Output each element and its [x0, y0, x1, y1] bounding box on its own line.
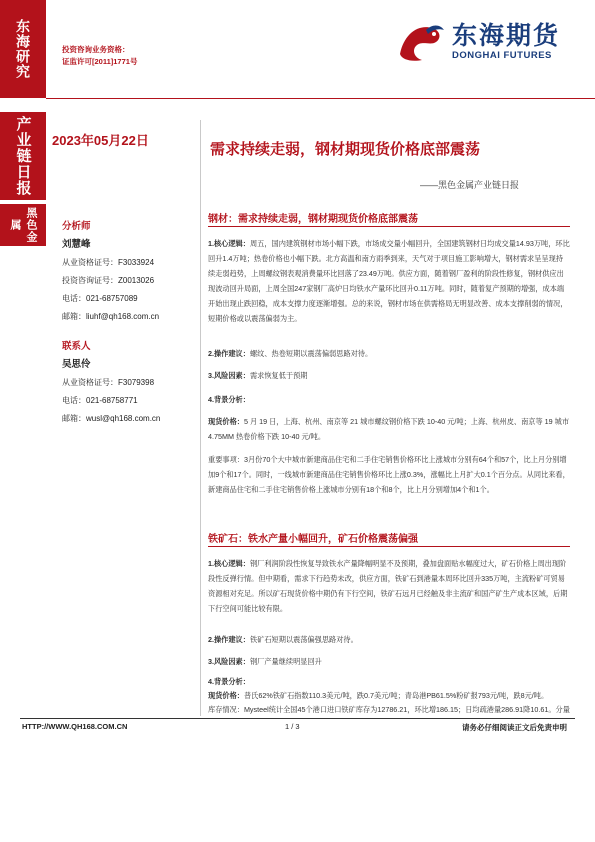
ore-section-heading: 铁矿石：铁水产量小幅回升，矿石价格震荡偏强 — [208, 534, 418, 545]
steel-news-label: 重要事项： — [208, 455, 244, 464]
header-divider — [46, 98, 595, 99]
analyst-invest-certificate: 投资咨询证号：Z0013026 — [62, 276, 155, 285]
ore-advice — [208, 632, 570, 647]
steel-background — [208, 392, 570, 407]
contact-email: 邮箱：wusl@qh168.com.cn — [62, 414, 161, 423]
steel-background-label: 4.背景分析： — [208, 395, 250, 404]
ore-spot — [208, 688, 570, 702]
steel-logic — [208, 236, 570, 326]
steel-logic-text: 周五，国内建筑钢材市场小幅下跌，市场成交量小幅回升，全国建筑钢材日均成交量14.93万吨，环比回升1.4万吨；热卷价格也小幅下跌。北方高温和南方雨季到来，天气对于项目施工影响增大，钢材需求呈呈现持续走弱趋势，上周螺纹钢表观消费量环比回落了23.49万吨。供应方面，随着钢厂盈利的阶段性修复，钢材供应出现波动回升局面，上周全国247家钢厂高炉日均铁水产量环比回升0.11万吨。同时，随着复产预期的增强，成本端开始出现止跌回稳，成本支撑力度逐渐增强。总的来说，钢材市场在供需格局无明显改善、成本支撑削弱的情况，短期价格或以震荡偏弱为主。 — [208, 239, 570, 323]
registration-line-1: 投资咨询业务资格： — [62, 45, 130, 54]
steel-risk-text: 需求恢复低于预期 — [249, 371, 308, 380]
steel-spot — [208, 414, 570, 444]
steel-advice — [208, 346, 570, 361]
steel-news-text: 3月份70个大中城市新建商品住宅和二手住宅销售价格环比上涨城市分别有64个和57个，比上月分别增加9个和17个。同时，一线城市新建商品住宅销售价格环比上涨0.3%，涨幅比上月扩大0.1个百分点。从同比来看，新建商品住宅和二手住宅销售价格上涨城市分别有18个和8个，比上月分别增加4个和1个。 — [208, 455, 570, 494]
sidebar-label-report-type: 产业链日报 — [0, 112, 46, 200]
contact-certificate: 从业资格证号：F3079398 — [62, 378, 155, 387]
analyst-certificate: 从业资格证号：F3033924 — [62, 258, 155, 267]
analyst-phone: 电话：021-68757089 — [62, 294, 138, 303]
analyst-heading: 分析师 — [62, 221, 91, 232]
analyst-block — [62, 218, 159, 326]
steel-section-heading: 钢材：需求持续走弱，钢材期现货价格底部震荡 — [208, 214, 418, 225]
column-divider — [200, 120, 201, 716]
ore-section-rule — [208, 546, 570, 547]
analyst-email: 邮箱：liuhf@qh168.com.cn — [62, 312, 160, 321]
page-number: 1 / 3 — [285, 722, 300, 731]
contact-name: 吴思伶 — [62, 359, 91, 370]
logo-english-name: DONGHAI FUTURES — [452, 50, 552, 61]
report-subtitle: ——黑色金属产业链日报 — [420, 180, 520, 190]
company-logo — [392, 14, 582, 70]
ore-logic — [208, 556, 570, 616]
ore-logic-text: 钢厂利润阶段性恢复导致铁水产量降幅明显不及预期，叠加盘面贴水幅度过大，矿石价格上周出现阶段性反弹行情。但中期看，需求下行趋势未改，供应方面，铁矿石到港量本周环比回升335万吨，主流粉矿可贸易资源相对充足。所以矿石现货价格中期仍有下行空间，铁矿石远月已经触及非主流矿和国产矿生产成本区域，后期下行空间可能比较有限。 — [208, 559, 568, 613]
ore-advice-label: 2.操作建议： — [208, 635, 250, 644]
contact-phone: 电话：021-68758771 — [62, 396, 138, 405]
steel-spot-text: 5 月 19 日，上海、杭州、南京等 21 城市螺纹钢价格下跌 10-40 元/吨；上海、杭州皮、南京等 19 城市 4.75MM 热卷价格下跌 10-40 元/吨。 — [208, 417, 570, 441]
disclaimer-note: 请务必仔细阅读正文后免责申明 — [462, 723, 567, 732]
sidebar-label-sector: 黑色金属 — [0, 204, 46, 246]
ore-background — [208, 674, 570, 689]
ore-risk-text: 钢厂产量继续明显回升 — [249, 657, 322, 666]
logo-chinese-name: 东海期货 — [452, 21, 561, 50]
ore-risk — [208, 654, 570, 669]
steel-risk-label: 3.风险因素： — [208, 371, 250, 380]
dragon-logo-icon — [392, 14, 448, 70]
footer-divider — [20, 718, 575, 719]
steel-spot-label: 现货价格： — [208, 417, 244, 426]
ore-risk-label: 3.风险因素： — [208, 657, 250, 666]
ore-advice-text: 铁矿石短期以震荡偏强思路对待。 — [249, 635, 358, 644]
sidebar — [0, 0, 46, 842]
contact-block — [62, 338, 160, 428]
ore-logic-label: 1.核心逻辑： — [208, 559, 250, 568]
steel-section-rule — [208, 226, 570, 227]
ore-background-label: 4.背景分析： — [208, 677, 250, 686]
steel-risk — [208, 368, 570, 383]
ore-spot-label: 现货价格： — [208, 691, 244, 700]
steel-advice-text: 螺纹、热卷短期以震荡偏弱思路对待。 — [249, 349, 373, 358]
steel-logic-label: 1.核心逻辑： — [208, 239, 250, 248]
contact-heading: 联系人 — [62, 341, 91, 352]
report-title: 需求持续走弱，钢材期现货价格底部震荡 — [210, 141, 481, 158]
footer-url-link[interactable]: HTTP://WWW.QH168.COM.CN — [22, 722, 128, 731]
ore-spot-text: 普氏62%铁矿石指数110.3美元/吨，跌0.7美元/吨；青岛港PB61.5%粉矿报793元/吨，跌8元/吨。 — [243, 691, 549, 700]
ore-stock-text: 库存情况：Mysteel统计全国45个港口进口铁矿库存为12786.21，环比增186.15；日均疏港量286.91降10.61。分量 — [208, 705, 570, 714]
ore-stock — [208, 702, 570, 717]
registration-line-2: 证监许可[2011]1771号 — [62, 57, 138, 66]
analyst-name: 刘慧峰 — [62, 239, 91, 250]
sidebar-label-research: 东海研究 — [0, 0, 46, 98]
steel-advice-label: 2.操作建议： — [208, 349, 250, 358]
report-date: 2023年05月22日 — [52, 133, 149, 148]
steel-news — [208, 452, 570, 497]
